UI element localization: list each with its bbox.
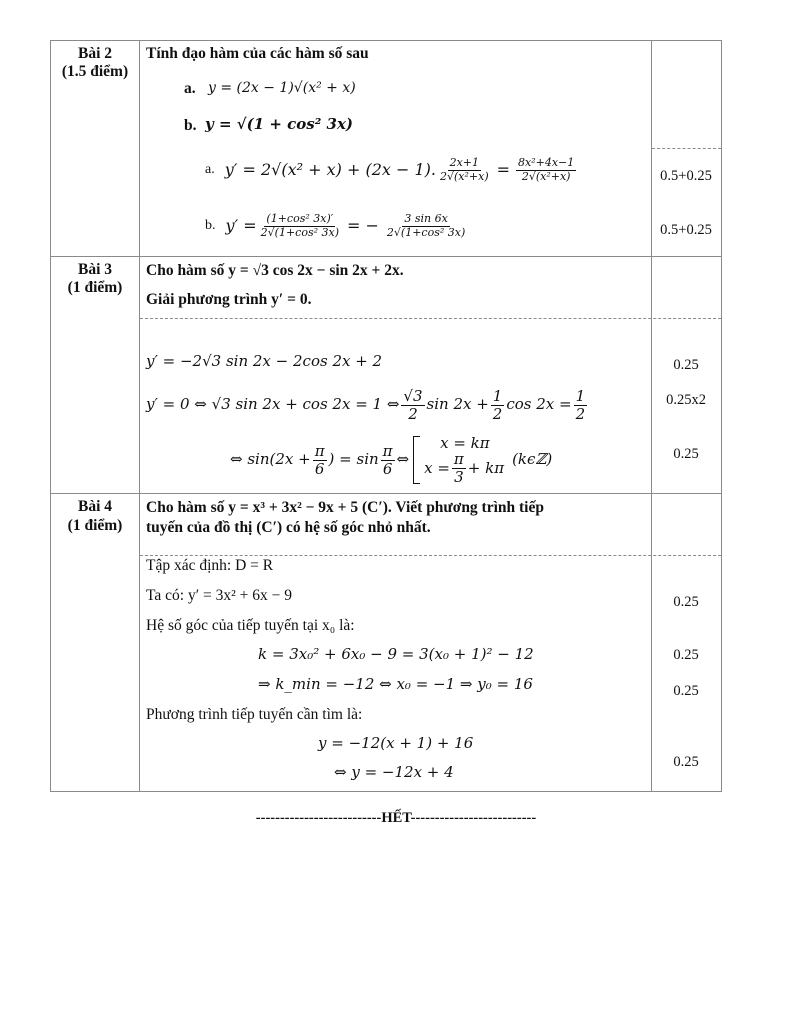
bai2-sol-b-lhs: y′ = <box>225 215 257 235</box>
table-border-left <box>50 40 51 792</box>
bai3-case-note: (kϵℤ) <box>512 450 553 469</box>
bai4-score-4: 0.25 <box>673 754 699 770</box>
bai3-case2-f-num: π <box>453 450 464 469</box>
bai3-line2-a: y′ = 0 ⇔ √3 sin 2x + cos 2x = 1 ⇔ <box>146 395 400 414</box>
bai3-score-3: 0.25 <box>673 446 699 462</box>
bai3-case2-f-den: 3 <box>454 467 464 486</box>
bai3-line2-c: cos 2x = <box>506 395 572 414</box>
end-marker: --------------------------HẾT-------------------------- <box>255 810 537 826</box>
bai2-sol-a-f1-den: 2√(x²+x) <box>439 169 489 183</box>
bai2-sol-b-f1-den: 2√(1+cos² 3x) <box>260 225 340 239</box>
bai2-sol-b-eq: = − <box>347 215 379 235</box>
bai2-sol-a-lhs: y′ = 2√(x² + x) + (2x − 1). <box>224 159 436 179</box>
bai2-sol-a-f2-den: 2√(x²+x) <box>521 169 571 183</box>
bai3-line3-f1-den: 6 <box>314 459 325 478</box>
bai2-points: (1.5 điểm) <box>61 63 129 80</box>
bai4-slope-expr: k = 3x₀² + 6x₀ − 9 = 3(x₀ + 1)² − 12 <box>258 645 534 663</box>
bai2-score-a: 0.5+0.25 <box>660 168 712 184</box>
bai4-prompt-line1: Cho hàm số y = x³ + 3x² − 9x + 5 (C′). Viết phương trình tiếp <box>146 499 544 516</box>
bai2-sol-a-fraction-1 <box>438 157 491 182</box>
bai2-sol-b-f2-den: 2√(1+cos² 3x) <box>386 225 466 239</box>
dashed-divider-bai4 <box>140 555 721 556</box>
bai2-sol-a-f2-num: 8x²+4x−1 <box>518 156 575 170</box>
bai2-item-b-label: b. <box>184 117 197 134</box>
bai3-line2-f1-den: 2 <box>408 404 418 423</box>
bai3-line2-fraction-2 <box>491 388 505 422</box>
bai3-line2-f3-den: 2 <box>575 404 586 423</box>
bai4-label: Bài 4 <box>77 498 113 515</box>
bai2-prompt: Tính đạo hàm của các hàm số sau <box>146 45 369 62</box>
bai2-sol-b-f1-num: (1+cos² 3x)′ <box>266 212 334 226</box>
bai2-item-a-label: a. <box>184 80 196 97</box>
bai3-line2-f1-num: √3 <box>403 387 423 405</box>
bai3-prompt-line2: Giải phương trình y′ = 0. <box>146 291 312 308</box>
bai3-line2-f3-num: 1 <box>575 387 586 405</box>
bai4-tangent-1: y = −12(x + 1) + 16 <box>318 734 474 752</box>
bai2-item-a-expr: y = (2x − 1)√(x² + x) <box>208 80 356 96</box>
table-divider-label <box>139 40 140 792</box>
bai2-score-b: 0.5+0.25 <box>660 222 712 238</box>
bai2-sol-b-f2-num: 3 sin 6x <box>404 212 448 226</box>
bai3-line3-fraction-2 <box>381 443 395 477</box>
bai3-line2-fraction-1 <box>401 388 424 422</box>
bai4-tangent-intro: Phương trình tiếp tuyến cần tìm là: <box>146 706 363 723</box>
bai3-score-2: 0.25x2 <box>666 392 706 408</box>
bai4-prompt-line2: tuyến của đồ thị (C′) có hệ số góc nhỏ nhất. <box>146 519 431 536</box>
bai3-case2-a: x = <box>424 459 450 477</box>
row-divider-bai3 <box>50 256 722 257</box>
bai2-item-b-expr: y = √(1 + cos² 3x) <box>205 115 353 133</box>
table-border-top <box>50 40 722 41</box>
bai4-score-3: 0.25 <box>673 683 699 699</box>
bai3-line3-f2-num: π <box>382 442 393 460</box>
bai3-line2-fraction-3 <box>574 388 588 422</box>
bai2-sol-a-f1-num: 2x+1 <box>449 156 479 170</box>
row-divider-bai4 <box>50 493 722 494</box>
table-border-right <box>721 40 722 792</box>
bai3-line3-b: ) = sin <box>328 450 379 469</box>
bai3-case2-fraction <box>452 451 466 485</box>
bai3-score-1: 0.25 <box>673 357 699 373</box>
bai3-line3-f2-den: 6 <box>382 459 393 478</box>
bai4-kmin-expr: ⇒ k_min = −12 ⇔ x₀ = −1 ⇒ y₀ = 16 <box>258 675 533 693</box>
bai4-points: (1 điểm) <box>67 517 123 534</box>
bai3-line3-fraction-1 <box>313 443 327 477</box>
bai3-prompt-line1: Cho hàm số y = √3 cos 2x − sin 2x + 2x. <box>146 262 404 279</box>
bai3-line2 <box>146 384 589 426</box>
bai3-label: Bài 3 <box>77 261 113 278</box>
bai2-sol-b-fraction-1 <box>259 213 341 238</box>
bai3-line2-f2-den: 2 <box>492 404 503 423</box>
bai3-points: (1 điểm) <box>67 279 123 296</box>
bai3-line3-f1-num: π <box>314 442 325 460</box>
bai2-sol-a-label: a. <box>205 161 215 177</box>
bai3-case2 <box>424 451 504 485</box>
dashed-divider-bai2 <box>652 148 721 149</box>
bai3-line3 <box>230 432 552 488</box>
bai3-line2-b: sin 2x + <box>426 395 489 414</box>
bai3-line3-a: ⇔ sin(2x + <box>230 450 311 469</box>
bai3-case1: x = kπ <box>440 433 490 452</box>
bai3-cases <box>424 435 504 486</box>
bai3-case2-b: + kπ <box>467 459 505 477</box>
bai2-sol-b-label: b. <box>205 217 216 233</box>
bai4-score-2: 0.25 <box>673 647 699 663</box>
bracket-icon <box>413 436 420 484</box>
table-divider-score <box>651 40 652 792</box>
bai4-score-1: 0.25 <box>673 594 699 610</box>
bai2-label: Bài 2 <box>77 45 113 62</box>
bai2-sol-a <box>205 150 578 190</box>
bai4-derivative: Ta có: y′ = 3x² + 6x − 9 <box>146 587 292 604</box>
bai3-line3-c: ⇔ <box>396 450 410 469</box>
dashed-divider-bai3 <box>140 318 721 319</box>
bai3-line1: y′ = −2√3 sin 2x − 2cos 2x + 2 <box>146 352 383 370</box>
bai4-tangent-2: ⇔ y = −12x + 4 <box>334 763 454 781</box>
bai3-line2-f2-num: 1 <box>492 387 503 405</box>
bai2-sol-b-fraction-2 <box>385 213 467 238</box>
bai2-sol-b <box>205 205 469 247</box>
bai4-domain: Tập xác định: D = R <box>146 557 274 574</box>
table-border-bottom <box>50 791 722 792</box>
bai4-slope-intro: Hệ số góc của tiếp tuyến tại x₀ là: <box>146 617 355 634</box>
bai2-sol-a-eq: = <box>496 159 511 179</box>
bai2-sol-a-fraction-2 <box>516 157 576 182</box>
